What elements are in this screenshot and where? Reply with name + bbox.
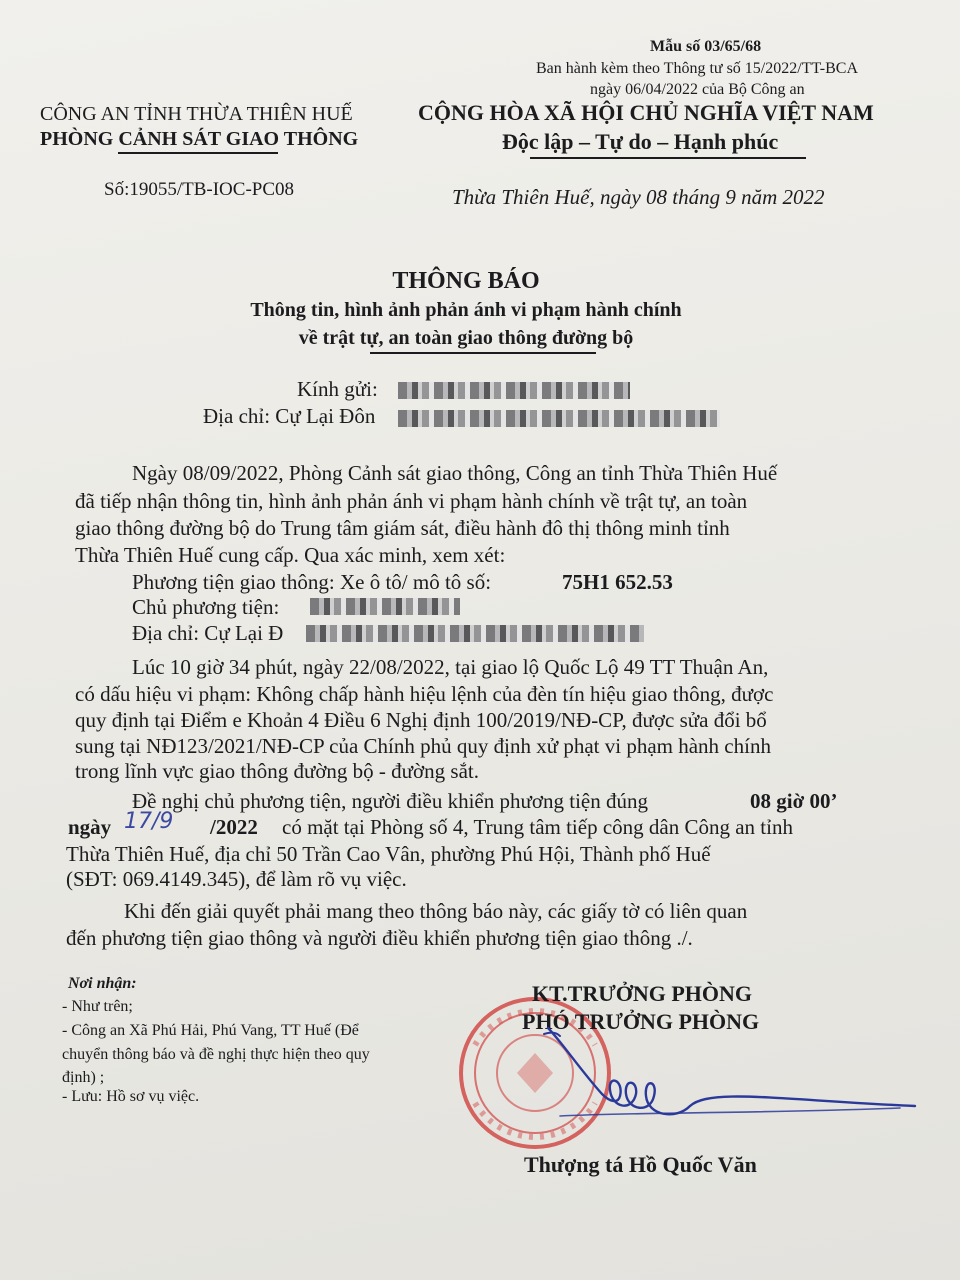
national-motto: Độc lập – Tự do – Hạnh phúc	[502, 129, 779, 154]
subtitle-underline	[370, 352, 596, 354]
recipients-item-3: chuyển thông báo và đề nghị thực hiện theo quy	[62, 1046, 370, 1063]
signer-name: Thượng tá Hồ Quốc Văn	[524, 1152, 757, 1177]
body-p3-line3: Thừa Thiên Huế, địa chỉ 50 Trần Cao Vân, phường Phú Hội, Thành phố Huế	[66, 842, 711, 866]
document-number: Số:19055/TB-IOC-PC08	[104, 179, 295, 200]
appointment-time: 08 giờ 00’	[750, 789, 838, 813]
recipients-item-2: - Công an Xã Phú Hải, Phú Vang, TT Huế (Để	[62, 1022, 359, 1039]
recipient-label: Kính gửi:	[297, 377, 378, 401]
place-date: Thừa Thiên Huế, ngày 08 tháng 9 năm 2022	[452, 185, 825, 209]
department-underline	[118, 152, 278, 154]
license-plate: 75H1 652.53	[562, 570, 673, 594]
body-p1-line2: đã tiếp nhận thông tin, hình ảnh phản ánh vi phạm hành chính về trật tự, an toàn	[75, 489, 748, 513]
document-title: THÔNG BÁO	[392, 268, 540, 294]
body-p3-line1: Đề nghị chủ phương tiện, người điều khiển phương tiện đúng	[132, 789, 648, 813]
handwritten-date: 17/9	[124, 809, 174, 834]
body-p1-line4: Thừa Thiên Huế cung cấp. Qua xác minh, xem xét:	[75, 543, 506, 567]
department-name: PHÒNG CẢNH SÁT GIAO THÔNG	[40, 128, 359, 150]
body-p2-line2: có dấu hiệu vi phạm: Không chấp hành hiệu lệnh của đèn tín hiệu giao thông, được	[75, 682, 774, 706]
appointment-year: /2022	[210, 815, 258, 839]
body-p2-line4: sung tại NĐ123/2021/NĐ-CP của Chính phủ quy định xử phạt vi phạm hành chính	[75, 734, 771, 758]
vehicle-label: Phương tiện giao thông: Xe ô tô/ mô tô số:	[132, 570, 492, 594]
owner-label: Chủ phương tiện:	[132, 595, 280, 619]
document-subtitle-1: Thông tin, hình ảnh phản ánh vi phạm hành chính	[250, 299, 682, 321]
redacted-recipient-name	[398, 382, 630, 399]
body-p2-line1: Lúc 10 giờ 34 phút, ngày 22/08/2022, tại giao lộ Quốc Lộ 49 TT Thuận An,	[132, 655, 769, 679]
body-p2-line3: quy định tại Điểm e Khoản 4 Điều 6 Nghị định 100/2019/NĐ-CP, được sửa đổi bổ	[75, 708, 767, 732]
form-code: Mẫu số 03/65/68	[650, 38, 762, 55]
owner-address-label: Địa chỉ: Cự Lại Đ	[132, 621, 284, 645]
body-p1-line1: Ngày 08/09/2022, Phòng Cảnh sát giao thông, Công an tỉnh Thừa Thiên Huế	[132, 461, 778, 485]
handwritten-signature	[520, 1020, 920, 1140]
redacted-recipient-address	[398, 410, 720, 427]
body-p4-line2: đến phương tiện giao thông và người điều khiển phương tiện giao thông ./.	[66, 926, 693, 950]
recipients-item-4: định) ;	[62, 1069, 105, 1086]
body-p2-line5: trong lĩnh vực giao thông đường bộ - đường sắt.	[75, 759, 479, 783]
motto-underline	[530, 157, 806, 159]
body-p4-line1: Khi đến giải quyết phải mang theo thông báo này, các giấy tờ có liên quan	[124, 899, 748, 923]
recipients-item-1: - Như trên;	[62, 998, 133, 1015]
body-p1-line3: giao thông đường bộ do Trung tâm giám sát, điều hành đô thị thông minh tỉnh	[75, 516, 730, 540]
appointment-day-label: ngày	[68, 815, 112, 839]
redacted-owner-name	[310, 598, 460, 615]
recipient-address-label: Địa chỉ: Cự Lại Đôn	[203, 404, 376, 428]
signature-title-2: PHÓ TRƯỞNG PHÒNG	[522, 1009, 760, 1034]
nation-name: CỘNG HÒA XÃ HỘI CHỦ NGHĨA VIỆT NAM	[418, 100, 874, 125]
issued-date: ngày 06/04/2022 của Bộ Công an	[590, 81, 805, 98]
recipients-item-5: - Lưu: Hồ sơ vụ việc.	[62, 1088, 200, 1105]
document-subtitle-2: về trật tự, an toàn giao thông đường bộ	[298, 327, 634, 349]
body-p3-line2: có mặt tại Phòng số 4, Trung tâm tiếp công dân Công an tỉnh	[282, 815, 793, 839]
body-p3-line4: (SĐT: 069.4149.345), để làm rõ vụ việc.	[66, 867, 407, 891]
issued-with: Ban hành kèm theo Thông tư số 15/2022/TT-BCA	[536, 60, 858, 77]
signature-title-1: KT.TRƯỞNG PHÒNG	[532, 981, 752, 1006]
redacted-owner-address	[306, 625, 644, 642]
agency-name: CÔNG AN TỈNH THỪA THIÊN HUẾ	[40, 103, 353, 125]
recipients-title: Nơi nhận:	[68, 975, 137, 992]
